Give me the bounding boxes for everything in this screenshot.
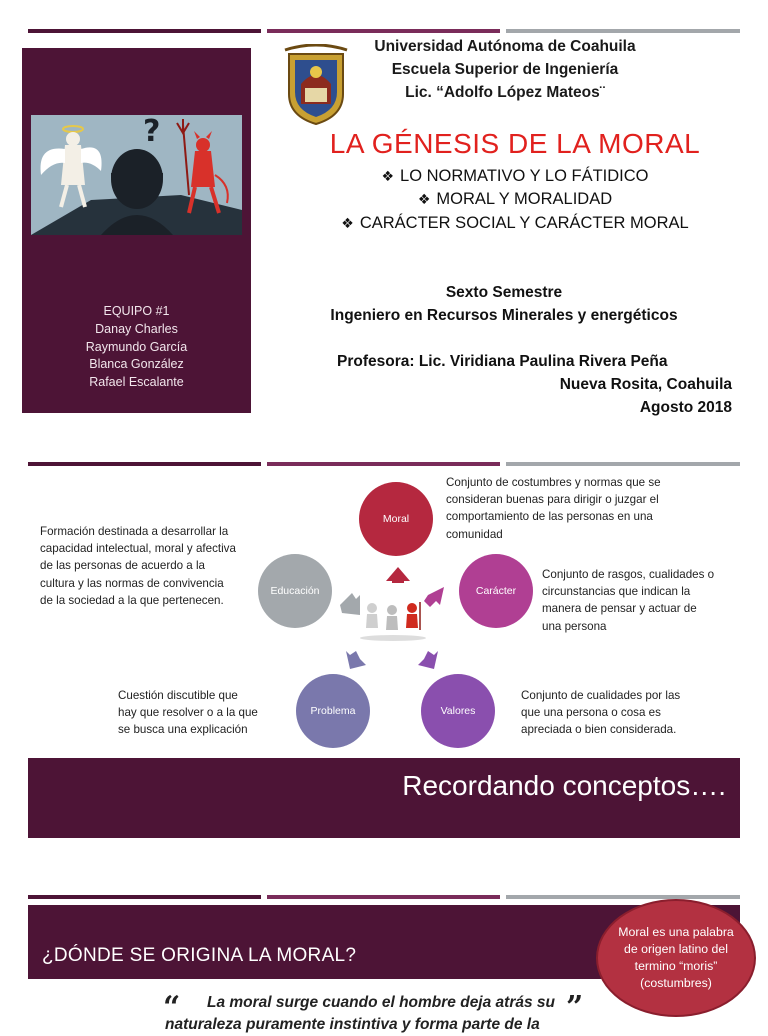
banner-title: Recordando conceptos…. xyxy=(402,770,726,801)
presentation-title: LA GÉNESIS DE LA MORAL xyxy=(329,128,701,159)
node-moral: Moral xyxy=(359,482,433,556)
svg-text:?: ? xyxy=(143,115,161,149)
top-divider-middle xyxy=(267,29,500,33)
arrow-to-educacion-icon xyxy=(340,593,360,615)
diamond-bullet-icon: ❖ xyxy=(341,215,354,231)
description-caracter: Conjunto de rasgos, cualidades o circunstancias que indican la manera de pensar y actuar de una persona xyxy=(542,568,715,633)
description-problema: Cuestión discutible que hay que resolver o a la que se busca una explicación xyxy=(118,689,258,737)
divider-left xyxy=(28,462,261,466)
diamond-bullet-icon: ❖ xyxy=(417,191,431,207)
school-name: Escuela Superior de Ingeniería xyxy=(391,61,619,78)
figures-illustration xyxy=(358,598,428,642)
topic-item: ❖ CARÁCTER SOCIAL Y CARÁCTER MORAL xyxy=(341,214,689,232)
node-valores: Valores xyxy=(421,674,495,748)
arrow-to-valores-icon xyxy=(418,651,438,669)
definition-bubble: Moral es una palabra de origen latino del termino “moris” (costumbres) xyxy=(596,899,756,1017)
open-quote-icon: “ xyxy=(163,990,181,1025)
banner xyxy=(28,758,740,838)
description-valores: Conjunto de cualidades por las que una persona o cosa es apreciada o bien considerada. xyxy=(521,689,681,737)
description-educacion: Formación destinada a desarrollar la capacidad intelectual, moral y afectiva de las personas de acuerdo a la cultura y las normas de convivencia de la sociedad a la que pertenecen. xyxy=(40,525,236,607)
top-divider-left xyxy=(28,29,261,33)
quote-text: La moral surge cuando el hombre deja atrás su naturaleza puramente instintiva y forma parte de la xyxy=(165,994,555,1033)
team-label: EQUIPO #1 xyxy=(103,304,170,318)
node-problema: Problema xyxy=(296,674,370,748)
team-member: Danay Charles xyxy=(95,322,178,336)
location: Nueva Rosita, Coahuila xyxy=(559,376,732,393)
top-divider-right xyxy=(506,29,740,33)
team-member: Rafael Escalante xyxy=(89,374,184,389)
close-quote-icon: ” xyxy=(566,990,584,1025)
semester: Sexto Semestre xyxy=(445,284,563,301)
arrow-to-moral-icon xyxy=(386,567,410,583)
divider-right xyxy=(506,895,740,899)
university-name: Universidad Autónoma de Coahuila xyxy=(374,38,636,55)
divider-middle xyxy=(267,462,500,466)
angel-devil-illustration xyxy=(31,115,242,235)
divider-middle xyxy=(267,895,500,899)
team-member: Blanca González xyxy=(89,357,184,371)
topic-item: ❖ MORAL Y MORALIDAD xyxy=(417,190,613,208)
team-member: Raymundo García xyxy=(85,339,188,354)
description-moral: Conjunto de costumbres y normas que se consideran buenas para dirigir o juzgar el comportamiento de las personas en una comunidad xyxy=(446,476,661,541)
node-caracter: Carácter xyxy=(459,554,533,628)
node-educacion: Educación xyxy=(258,554,332,628)
section-heading: ¿DÓNDE SE ORIGINA LA MORAL? xyxy=(42,945,357,966)
divider-left xyxy=(28,895,261,899)
teacher: Profesora: Lic. Viridiana Paulina Rivera Peña xyxy=(337,353,668,370)
topic-item: ❖ LO NORMATIVO Y LO FÁTIDICO xyxy=(381,167,649,185)
career: Ingeniero en Recursos Minerales y energéticos xyxy=(330,307,678,324)
arrow-to-problema-icon xyxy=(346,651,366,669)
school-honoree: Lic. “Adolfo López Mateos¨ xyxy=(405,84,605,101)
diamond-bullet-icon: ❖ xyxy=(381,168,395,184)
date: Agosto 2018 xyxy=(639,399,732,416)
divider-right xyxy=(506,462,740,466)
